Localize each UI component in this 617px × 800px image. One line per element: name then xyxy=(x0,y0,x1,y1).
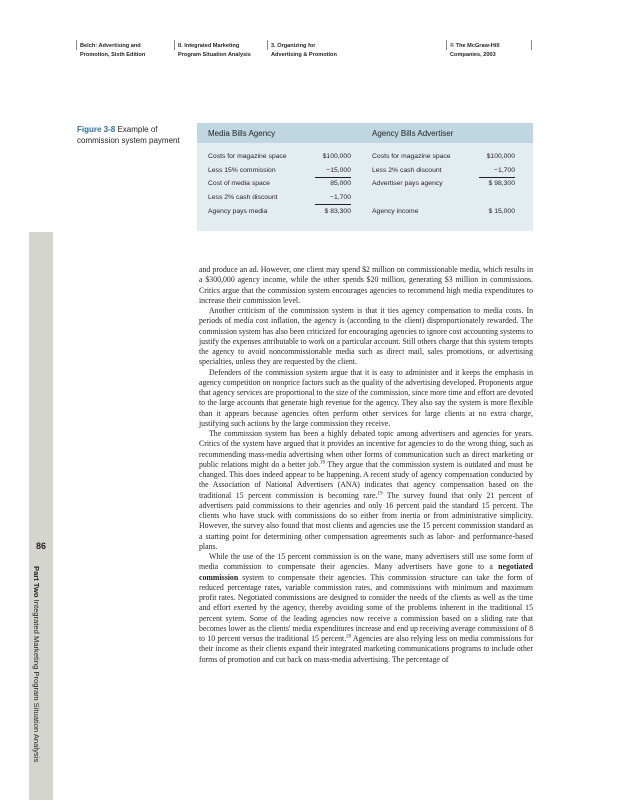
header-copyright xyxy=(450,42,500,60)
header-divider xyxy=(531,40,532,50)
header-line: II. Integrated Marketing xyxy=(178,43,240,49)
paragraph-text: system to compensate their agencies. This commission structure can take the form of reduced percentage rates, variable commission rates, and commissions with minimum and maximum profit rates. Negotiated commissions are designed to consider the needs of the clients as well as the time and effort exerted by the agency, thereby avoiding some of the problems inherent in the traditional 15 percent sytem. Some of the leading agencies now receive a commission based on a sliding rate that becomes lower as the clients' media expenditures increase and end up receiving average commissions of 8 to 10 percent versus the traditional 15 percent. xyxy=(199,572,533,643)
table-row-label: Costs for magazine space xyxy=(372,153,451,160)
table-row-label: Less 15% commission xyxy=(208,167,276,174)
footnote-ref: 19 xyxy=(377,490,383,496)
table-row-label: Less 2% cash discount xyxy=(372,167,442,174)
body-text xyxy=(199,265,533,665)
figure-caption-text: Example of xyxy=(117,125,158,134)
header-line: Program Situation Analysis xyxy=(178,52,251,58)
figure-table xyxy=(197,123,533,231)
header-line: Advertising & Promotion xyxy=(271,52,337,58)
table-row-label: Agency pays media xyxy=(208,208,268,215)
figure-number: Figure 3-8 xyxy=(77,125,116,134)
table-row-label: Less 2% cash discount xyxy=(208,194,278,201)
header-divider xyxy=(446,40,447,50)
table-row-label: Cost of media space xyxy=(208,180,270,187)
table-row-value: $ 15,000 xyxy=(488,208,515,215)
figure-header-bar xyxy=(197,123,533,143)
footnote-ref: 18 xyxy=(320,460,326,466)
header-part-title xyxy=(178,42,251,60)
sum-rule xyxy=(315,177,351,178)
header-divider xyxy=(76,40,77,50)
paragraph xyxy=(199,429,533,552)
header-book-title xyxy=(80,42,145,60)
table-row-value: 85,000 xyxy=(330,180,351,187)
header-divider xyxy=(267,40,268,50)
table-row-label: Agency income xyxy=(372,208,419,215)
paragraph-text: The survey found that only 21 percent of advertisers paid commissions to their agencies and only 16 percent paid the standard 15 percent. The clients who have stuck with commissions do so either from inertia or from administrative simplicity. However, the survey also found that most clients and agencies use the 15 percent commission standard as a starting point for determining other compensation agreements such as labor- and performance-based plans. xyxy=(199,490,533,551)
footnote-ref: 20 xyxy=(346,634,352,640)
figure-caption xyxy=(77,124,197,146)
table-row-label: Costs for magazine space xyxy=(208,153,287,160)
sidebar-section-title: Integrated Marketing Program Situation Analysis xyxy=(32,599,41,763)
header-line: Belch: Advertising and xyxy=(80,43,141,49)
paragraph: Defenders of the commission system argue that it is easy to administer and it keeps the emphasis in agency competition on nonprice factors such as the quality of the advertising developed. Proponents argue that agency services are proportional to the size of the commission, since more time and effort are devoted to the large accounts that generate high revenue for the agency. They also say the system is more flexible than it appears because agencies often perform other services for large clients at no extra charge, justifying such actions by the large commission they receive. xyxy=(199,367,533,428)
sidebar-section-label xyxy=(32,566,41,762)
figure-caption-text: commission system payment xyxy=(77,136,180,145)
paragraph-text: The commission system has been a highly debated topic among advertisers and agencies for years. Critics of the system have argued that it provides an incentive for agencies to do the wrong thing, such as recommending mass-media advertising when other forms of communication such as direct marketing or public relations might do a better job. xyxy=(199,429,533,469)
paragraph-text: They argue that the commission system is outdated and must be changed. This does indeed appear to be happening. A recent study of agency compensation conducted by the Association of National Advertisers (ANA) indicates that agency compensation based on the traditional 15 percent commission is becoming rare. xyxy=(199,459,533,500)
paragraph: and produce an ad. However, one client may spend $2 million on commissionable media, which results in a $300,000 agency income, while the other spends $20 million, generating $3 million in commissions. Critics argue that the commission system encourages agencies to recommend high media expenditures to increase their commission level. xyxy=(199,265,533,305)
table-row-value: $100,000 xyxy=(486,153,515,160)
table-row-value: −1,700 xyxy=(494,167,515,174)
paragraph: Another criticism of the commission system is that it ties agency compensation to media costs. In periods of media cost inflation, the agency is (according to the client) disproportionately rewarded. The commission system has also been criticized for encouraging agencies to ignore cost accounting systems to justify the expenses attributable to work on a particular account. Still others charge that this system tempts the agency to avoid noncommissionable media such as direct mail, sales promotions, or advertising specialties, unless they are requested by the client. xyxy=(199,306,533,367)
table-row-value: −1,700 xyxy=(330,194,351,201)
header-chapter-title xyxy=(271,42,337,60)
table-row-value: −15,000 xyxy=(326,167,351,174)
paragraph-text: Agencies are also relying less on media commissions for their income as their clients expand their integrated marketing communications programs to include other forms of promotion and cut back on mass-media advertising. The percentage of xyxy=(199,634,533,664)
left-column-title: Media Bills Agency xyxy=(208,129,276,138)
header-divider xyxy=(174,40,175,50)
header-line: 3. Organizing for xyxy=(271,43,316,49)
table-row-value: $ 98,300 xyxy=(488,180,515,187)
header-line: Promotion, Sixth Edition xyxy=(80,52,146,58)
table-row-value: $ 83,300 xyxy=(324,208,351,215)
paragraph xyxy=(199,552,533,665)
sum-rule xyxy=(479,177,515,178)
header-line: Companies, 2003 xyxy=(450,52,496,58)
table-row-value: $100,000 xyxy=(322,153,351,160)
running-header xyxy=(76,40,532,62)
table-row-label: Advertiser pays agency xyxy=(372,180,443,187)
header-line: © The McGraw-Hill xyxy=(450,43,500,49)
paragraph-text: While the use of the 15 percent commission is on the wane, many advertisers still use some form of media commission to compensate their agencies. Many advertisers have gone to a xyxy=(199,552,533,572)
page-number: 86 xyxy=(35,541,46,551)
sum-rule xyxy=(315,204,351,205)
sidebar-part-label: Part Two xyxy=(32,566,41,598)
key-term: negotiated commission xyxy=(199,562,533,582)
right-column-title: Agency Bills Advertiser xyxy=(372,129,454,138)
